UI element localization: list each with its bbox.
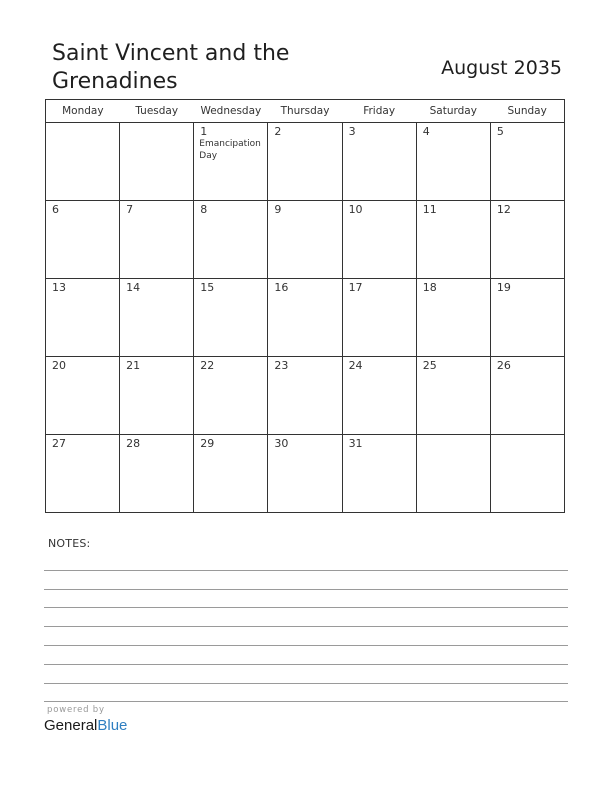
- notes-lines: [44, 552, 568, 702]
- day-number: 27: [52, 437, 66, 450]
- calendar-day-cell: [416, 357, 490, 435]
- calendar-day-cell: [120, 435, 194, 513]
- day-number: 8: [200, 203, 208, 216]
- holiday-label: Emancipation Day: [199, 139, 261, 161]
- weekday-header: Tuesday: [120, 100, 194, 123]
- calendar-day-cell: [194, 201, 268, 279]
- calendar-week-row: [46, 357, 565, 435]
- brand-name-part2: Blue: [97, 717, 128, 734]
- weekday-header: Monday: [46, 100, 120, 123]
- day-number: 11: [422, 203, 437, 216]
- day-number: 31: [348, 437, 363, 450]
- weekday-header: Thursday: [268, 100, 342, 123]
- calendar-day-cell: [490, 279, 564, 357]
- day-number: 17: [348, 281, 363, 294]
- day-number: 30: [274, 437, 289, 450]
- calendar-day-cell: [490, 123, 564, 201]
- calendar-day-cell: [120, 279, 194, 357]
- calendar-day-cell: [342, 201, 416, 279]
- calendar-title: Saint Vincent and the Grenadines: [52, 41, 290, 94]
- weekday-header: Saturday: [416, 100, 490, 123]
- brand-name-part1: General: [44, 717, 98, 734]
- calendar-day-cell: [342, 279, 416, 357]
- calendar-day-cell: [46, 201, 120, 279]
- calendar-day-cell: [46, 357, 120, 435]
- calendar-day-cell: [268, 279, 342, 357]
- calendar-body: [46, 123, 565, 513]
- day-number: 4: [422, 125, 430, 138]
- note-line: [44, 552, 568, 571]
- calendar-grid: [45, 99, 565, 513]
- weekday-header: Friday: [342, 100, 416, 123]
- day-number: 23: [274, 359, 289, 372]
- calendar-day-cell: [194, 279, 268, 357]
- calendar-day-cell: [342, 123, 416, 201]
- day-number: 19: [496, 281, 511, 294]
- note-line: [44, 608, 568, 627]
- calendar-week-row: [46, 123, 565, 201]
- day-number: 20: [52, 359, 66, 372]
- calendar-week-row: [46, 201, 565, 279]
- calendar-day-cell: [268, 123, 342, 201]
- day-number: 10: [348, 203, 363, 216]
- calendar-day-cell: [490, 201, 564, 279]
- calendar-day-cell: [46, 279, 120, 357]
- day-number: 2: [274, 125, 282, 138]
- day-number: 26: [496, 359, 511, 372]
- day-number: 7: [126, 203, 134, 216]
- generalblue-logo: [44, 716, 127, 736]
- calendar-day-cell: [194, 357, 268, 435]
- calendar-day-cell: [490, 357, 564, 435]
- day-number: 12: [496, 203, 511, 216]
- calendar-day-cell: [194, 123, 268, 201]
- day-number: 24: [348, 359, 363, 372]
- day-number: 29: [200, 437, 215, 450]
- notes-label: NOTES:: [48, 537, 91, 550]
- calendar-day-cell: [416, 279, 490, 357]
- calendar-week-row: [46, 435, 565, 513]
- calendar-day-cell: [46, 123, 120, 201]
- day-number: 16: [274, 281, 289, 294]
- day-number: 9: [274, 203, 282, 216]
- weekday-header-row: [46, 100, 565, 123]
- weekday-header: Wednesday: [194, 100, 268, 123]
- weekday-header: Sunday: [490, 100, 564, 123]
- day-number: 22: [200, 359, 215, 372]
- calendar-day-cell: [416, 123, 490, 201]
- day-number: 14: [126, 281, 141, 294]
- calendar-day-cell: [342, 435, 416, 513]
- day-number: 28: [126, 437, 141, 450]
- day-number: 1: [200, 125, 208, 138]
- calendar-day-cell: [120, 123, 194, 201]
- calendar-day-cell: [268, 435, 342, 513]
- note-line: [44, 646, 568, 665]
- calendar-week-row: [46, 279, 565, 357]
- calendar-day-cell: [490, 435, 564, 513]
- day-number: 15: [200, 281, 215, 294]
- calendar-day-cell: [416, 435, 490, 513]
- note-line: [44, 627, 568, 646]
- note-line: [44, 684, 568, 703]
- day-number: 21: [126, 359, 141, 372]
- calendar-day-cell: [120, 357, 194, 435]
- month-label: August 2035: [441, 57, 562, 79]
- day-number: 25: [422, 359, 437, 372]
- day-number: 13: [52, 281, 66, 294]
- day-number: 5: [496, 125, 504, 138]
- note-line: [44, 590, 568, 609]
- day-number: 3: [348, 125, 356, 138]
- note-line: [44, 665, 568, 684]
- calendar-day-cell: [342, 357, 416, 435]
- calendar-day-cell: [268, 357, 342, 435]
- powered-by-text: powered by: [47, 705, 105, 715]
- calendar-day-cell: [120, 201, 194, 279]
- calendar-day-cell: [46, 435, 120, 513]
- calendar-day-cell: [416, 201, 490, 279]
- calendar-day-cell: [194, 435, 268, 513]
- day-number: 18: [422, 281, 437, 294]
- day-number: 6: [52, 203, 59, 216]
- calendar-day-cell: [268, 201, 342, 279]
- note-line: [44, 571, 568, 590]
